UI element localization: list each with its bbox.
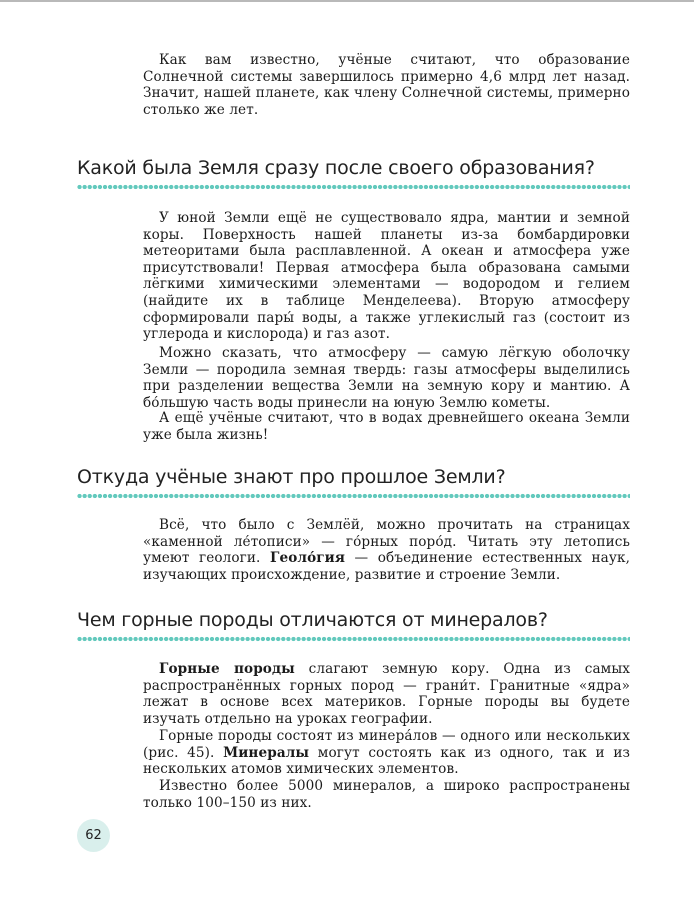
early-earth-paragraph-2: Можно сказать, что атмосферу — самую лёгкую оболочку Земли — породила земная твердь: газы атмосферы выделились при разделении вещества Земли на земную кору и мантию. А бо́льшую часть воды принесли на юную Землю кометы.	[143, 345, 630, 411]
rocks-paragraph-3: Известно более 5000 минералов, а широко распространены только 100–150 из них.	[143, 778, 630, 811]
heading-dotted-rule	[77, 184, 630, 190]
heading-dotted-rule	[77, 493, 630, 499]
section-heading-early-earth: Какой была Земля сразу после своего образования?	[77, 157, 595, 179]
page-top-border	[0, 0, 694, 2]
heading-dotted-rule	[77, 636, 630, 642]
rocks-paragraph-1	[143, 661, 630, 727]
term-rocks: Горные породы	[159, 661, 295, 677]
rocks-text-2b: могут состоять как из одного, так и из нескольких атомов химических элементов.	[143, 744, 630, 778]
intro-paragraph: Как вам известно, учёные считают, что образование Солнечной системы завершилось примерно 4,6 млрд лет назад. Значит, нашей планете, как члену Солнечной системы, примерно столько же лет.	[143, 52, 630, 118]
early-earth-paragraph-1: У юной Земли ещё не существовало ядра, мантии и земной коры. Поверхность нашей планеты из-за бомбардировки метеоритами была расплавленной. А океан и атмосфера уже присутствовали! Первая атмосфера была образована самыми лёгкими химическими элементами — водородом и гелием (найдите их в таблице Менделеева). Вторую атмосферу сформировали пары́ воды, а также углекислый газ (состоит из углерода и кислорода) и газ азот.	[143, 210, 630, 343]
rocks-paragraph-2	[143, 728, 630, 778]
section-heading-rocks-vs-minerals: Чем горные породы отличаются от минералов?	[77, 609, 548, 631]
term-minerals: Минералы	[223, 744, 310, 761]
earth-past-text-a: Всё, что было с Землёй, можно прочитать на страницах «каменной ле́тописи» — го́рных поро́д. Читать эту летопись умеют геологи.	[143, 517, 630, 567]
earth-past-paragraph	[143, 517, 630, 583]
earth-past-text-b: — объединение естественных наук, изучающих происхождение, развитие и строение Земли.	[143, 550, 630, 583]
early-earth-paragraph-3: А ещё учёные считают, что в водах древнейшего океана Земли уже была жизнь!	[143, 410, 630, 443]
section-heading-earth-past: Откуда учёные знают про прошлое Земли?	[77, 466, 506, 488]
term-geology: Геоло́гия	[270, 550, 346, 567]
page-number-badge: 62	[77, 819, 110, 852]
rocks-text-b: слагают земную кору. Одна из самых распространённых горных пород — грани́т. Гранитные «ядра» лежат в основе всех материков. Горные породы вы будете изучать отдельно на уроках географии.	[143, 661, 631, 727]
rocks-text-2a: Горные породы состоят из минера́лов — одного или нескольких (рис. 45).	[143, 728, 630, 761]
